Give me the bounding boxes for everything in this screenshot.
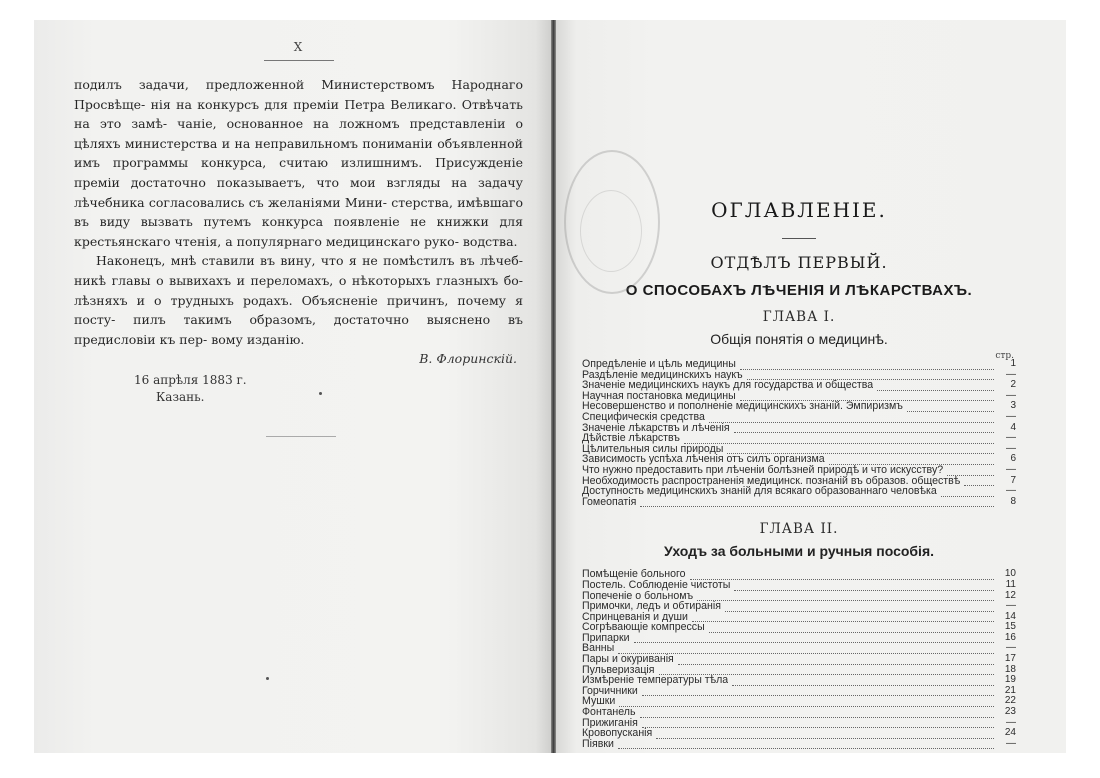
- chapter-2-subtitle: Уходъ за больными и ручныя пособія.: [663, 543, 935, 560]
- toc-entry-label: Цѣлительныя силы природы: [582, 443, 724, 455]
- dot-leader: [877, 383, 994, 391]
- toc-entry-label: Значеніе лѣкарствъ и лѣченія: [582, 422, 730, 434]
- toc-entry: [582, 728, 1016, 739]
- toc-entry-label: Опредѣленіе и цѣль медицины: [582, 359, 736, 370]
- toc-entry-label: Горчичники: [582, 685, 638, 697]
- toc-entry-page: —: [1006, 463, 1016, 475]
- toc-entry-page: —: [1006, 485, 1016, 497]
- toc-entry-label: Кровопусканія: [582, 728, 653, 739]
- chapter-2-list: [582, 569, 1016, 749]
- right-page: [556, 20, 1066, 753]
- toc-entry-page: 19: [1004, 674, 1016, 686]
- header-rule: [264, 60, 334, 61]
- toc-entry: [582, 569, 1016, 580]
- toc-entry-label: Что нужно предоставить при лѣченіи болѣзней природѣ и что искусству?: [582, 464, 944, 476]
- toc-entry-page: 14: [1004, 610, 1016, 622]
- toc-entry: [582, 601, 1016, 612]
- dot-leader: [964, 478, 994, 486]
- dot-leader: [640, 499, 994, 507]
- toc-entry-page: 22: [1004, 695, 1016, 707]
- dot-leader: [709, 415, 994, 423]
- toc-entry-page: 21: [1004, 684, 1016, 696]
- toc-entry: [582, 423, 1016, 434]
- dot-leader: [747, 372, 994, 380]
- toc-entry-page: 7: [1010, 474, 1016, 486]
- toc-entry: [582, 591, 1016, 602]
- toc-entry: [582, 454, 1016, 465]
- part-title: ОТДѢЛЪ ПЕРВЫЙ.: [710, 253, 888, 272]
- toc-entry-label: Помѣщеніе больного: [582, 569, 686, 580]
- toc-entry: [582, 633, 1016, 644]
- toc-entry: [582, 444, 1016, 455]
- toc-entry-label: Значеніе медицинскихъ наукъ для государства и общества: [582, 380, 874, 391]
- toc-entry-label: Ванны: [582, 643, 615, 655]
- toc-entry-label: Попеченіе о больномъ: [582, 590, 694, 602]
- toc-entry: [582, 707, 1016, 718]
- chapter-1-subtitle: Общія понятія о медицинѣ.: [710, 331, 888, 347]
- left-page: [34, 20, 551, 753]
- dot-leader: [709, 625, 994, 633]
- library-stamp-inner: [580, 190, 642, 272]
- dateline: [134, 372, 523, 406]
- toc-entry: [582, 622, 1016, 633]
- toc-entry-page: —: [1006, 737, 1016, 749]
- preface-paragraph-2: Наконецъ, мнѣ ставили въ вину, что я не помѣстилъ въ лѣчеб- никѣ главы о вывихахъ и переломахъ, о нѣкоторыхъ глазныхъ бо- лѣзняхъ и о трудныхъ родахъ. Объясненіе причинъ, почему я посту- пилъ такимъ образомъ, достаточно выяснено въ предисловіи къ пер- вому изданію.: [74, 253, 523, 347]
- toc-entry: [582, 359, 1016, 370]
- toc-entry: [582, 696, 1016, 707]
- dot-leader: [697, 593, 994, 601]
- dot-leader: [734, 425, 994, 433]
- chapter-1-title: ГЛАВА I.: [762, 309, 836, 325]
- toc-entry: [582, 675, 1016, 686]
- toc-entry: [582, 654, 1016, 665]
- toc-entry-label: Специфическія средства: [582, 411, 705, 423]
- part-subtitle: О СПОСОБАХЪ ЛѢЧЕНІЯ И ЛѢКАРСТВАХЪ.: [625, 282, 973, 299]
- toc-entry-label: Постель. Соблюденіе чистоты: [582, 579, 731, 591]
- toc-entry-label: Гомеопатія: [582, 496, 637, 508]
- dot-leader: [642, 720, 994, 728]
- toc-entry-label: Несовершенство и пополненіе медицинскихъ знаній. Эмпиризмъ: [582, 401, 903, 412]
- toc-entry: [582, 739, 1016, 750]
- dot-leader: [907, 404, 994, 412]
- toc-entry-page: —: [1006, 368, 1016, 380]
- toc-entry-label: Припарки: [582, 632, 630, 644]
- dot-leader: [618, 741, 994, 749]
- toc-entry-page: —: [1006, 410, 1016, 422]
- print-speck: [319, 392, 322, 395]
- toc-entry: [582, 665, 1016, 676]
- toc-entry: [582, 580, 1016, 591]
- preface-date: 16 апрѣля 1883 г.: [134, 373, 247, 388]
- toc-entry: [582, 380, 1016, 391]
- dot-leader: [740, 362, 994, 370]
- toc-entry-page: 4: [1010, 421, 1016, 433]
- toc-entry: [582, 612, 1016, 623]
- toc-entry: [582, 486, 1016, 497]
- dot-leader: [619, 699, 994, 707]
- toc-entry: [582, 497, 1016, 508]
- toc-entry-page: 3: [1010, 400, 1016, 412]
- toc-entry-page: 16: [1004, 631, 1016, 643]
- toc-entry-page: 18: [1004, 663, 1016, 675]
- chapter-1-list: [582, 359, 1016, 507]
- toc-entry-label: Доступность медицинскихъ знаній для всякаго образованнаго человѣка: [582, 486, 937, 497]
- toc-entry-label: Дѣйствіе лѣкарствъ: [582, 433, 680, 444]
- dot-leader: [732, 678, 994, 686]
- dot-leader: [640, 710, 994, 718]
- toc-entry-page: —: [1006, 442, 1016, 454]
- toc-entry: [582, 433, 1016, 444]
- dot-leader: [634, 635, 995, 643]
- toc-entry-label: Зависимость успѣха лѣченія отъ силъ организма: [582, 454, 825, 465]
- toc-entry-label: Раздѣленіе медицинскихъ наукъ: [582, 369, 743, 381]
- dot-leader: [692, 614, 994, 622]
- toc-entry-page: 12: [1004, 589, 1016, 601]
- dot-leader: [678, 657, 994, 665]
- page-column-header: стр.: [995, 351, 1014, 361]
- dot-leader: [618, 646, 994, 654]
- dot-leader: [829, 457, 994, 465]
- dot-leader: [690, 572, 994, 580]
- chapter-2-title: ГЛАВА II.: [759, 521, 839, 538]
- toc-entry-label: Пульверизація: [582, 664, 655, 676]
- toc-entry: [582, 391, 1016, 402]
- toc-entry-page: —: [1006, 432, 1016, 444]
- toc-entry-page: 6: [1010, 453, 1016, 465]
- toc-entry-page: 24: [1004, 727, 1016, 739]
- toc-entry-label: Измѣреніе температуры тѣла: [582, 675, 729, 686]
- section-rule: [266, 436, 336, 437]
- dot-leader: [727, 446, 994, 454]
- toc-entry-label: Спринцеванія и души: [582, 611, 688, 623]
- toc-entry-page: —: [1006, 642, 1016, 654]
- toc-entry-label: Фонтанель: [582, 707, 636, 718]
- toc-entry: [582, 718, 1016, 729]
- toc-entry-page: —: [1006, 716, 1016, 728]
- toc-entry: [582, 476, 1016, 487]
- dot-leader: [725, 604, 994, 612]
- toc-entry-label: Согрѣвающіе компрессы: [582, 622, 705, 633]
- toc-entry: [582, 412, 1016, 423]
- preface-paragraph-1: подилъ задачи, предложенной Министерствомъ Народнаго Просвѣще- нія на конкурсъ для преміи Петра Великаго. Отвѣчать на это замѣ- чаніе, основанное на ложномъ представленіи о цѣляхъ министерства и на неправильномъ пониманіи объявленной имъ программы конкурса, считаю излишнимъ. Присужденіе преміи достаточно показываетъ, что мои взгляды на задачу лѣчебника согласовались съ желаніями Мини- стерства, имѣвшаго въ виду вызвать путемъ конкурса появленіе не книжки для крестьянскаго чтенія, а популярнаго медицинскаго руко- водства.: [74, 77, 523, 249]
- author-signature: В. Флоринскій.: [419, 351, 517, 367]
- dot-leader: [656, 731, 994, 739]
- title-rule: [782, 238, 816, 239]
- toc-entry-page: —: [1006, 600, 1016, 612]
- toc-entry-label: Примочки, ледъ и обтиранія: [582, 601, 721, 612]
- toc-entry-label: Научная постановка медицины: [582, 390, 736, 402]
- dot-leader: [941, 489, 994, 497]
- toc-entry-page: 15: [1004, 621, 1016, 633]
- dot-leader: [659, 667, 995, 675]
- toc-entry-page: —: [1006, 389, 1016, 401]
- toc-entry-page: 11: [1005, 578, 1016, 590]
- print-speck: [266, 677, 269, 680]
- toc-entry-label: Мушки: [582, 696, 616, 708]
- toc-title: ОГЛАВЛЕНІЕ.: [711, 198, 887, 222]
- toc-entry: [582, 686, 1016, 697]
- toc-entry-label: Необходимость распространенія медицинск. познаній въ образов. обществѣ: [582, 475, 961, 487]
- toc-entry-page: 23: [1004, 706, 1016, 718]
- dot-leader: [642, 688, 994, 696]
- toc-entry: [582, 370, 1016, 381]
- book-spread: [34, 20, 1066, 753]
- toc-entry-page: 1: [1010, 358, 1016, 369]
- toc-entry-page: 17: [1004, 653, 1016, 665]
- toc-entry-page: 10: [1004, 568, 1016, 580]
- toc-entry: [582, 643, 1016, 654]
- toc-entry: [582, 465, 1016, 476]
- toc-entry-label: Пары и окуриванія: [582, 654, 674, 665]
- toc-entry-page: 8: [1010, 495, 1016, 507]
- toc-entry-label: Піявки: [582, 738, 614, 750]
- dot-leader: [947, 468, 994, 476]
- toc-entry: [582, 401, 1016, 412]
- dot-leader: [684, 436, 994, 444]
- toc-entry-page: 2: [1010, 379, 1016, 391]
- dot-leader: [734, 583, 994, 591]
- toc-entry-label: Прижиганія: [582, 717, 638, 729]
- dot-leader: [740, 393, 994, 401]
- page-number: X: [293, 40, 304, 54]
- preface-city: Казань.: [156, 390, 205, 405]
